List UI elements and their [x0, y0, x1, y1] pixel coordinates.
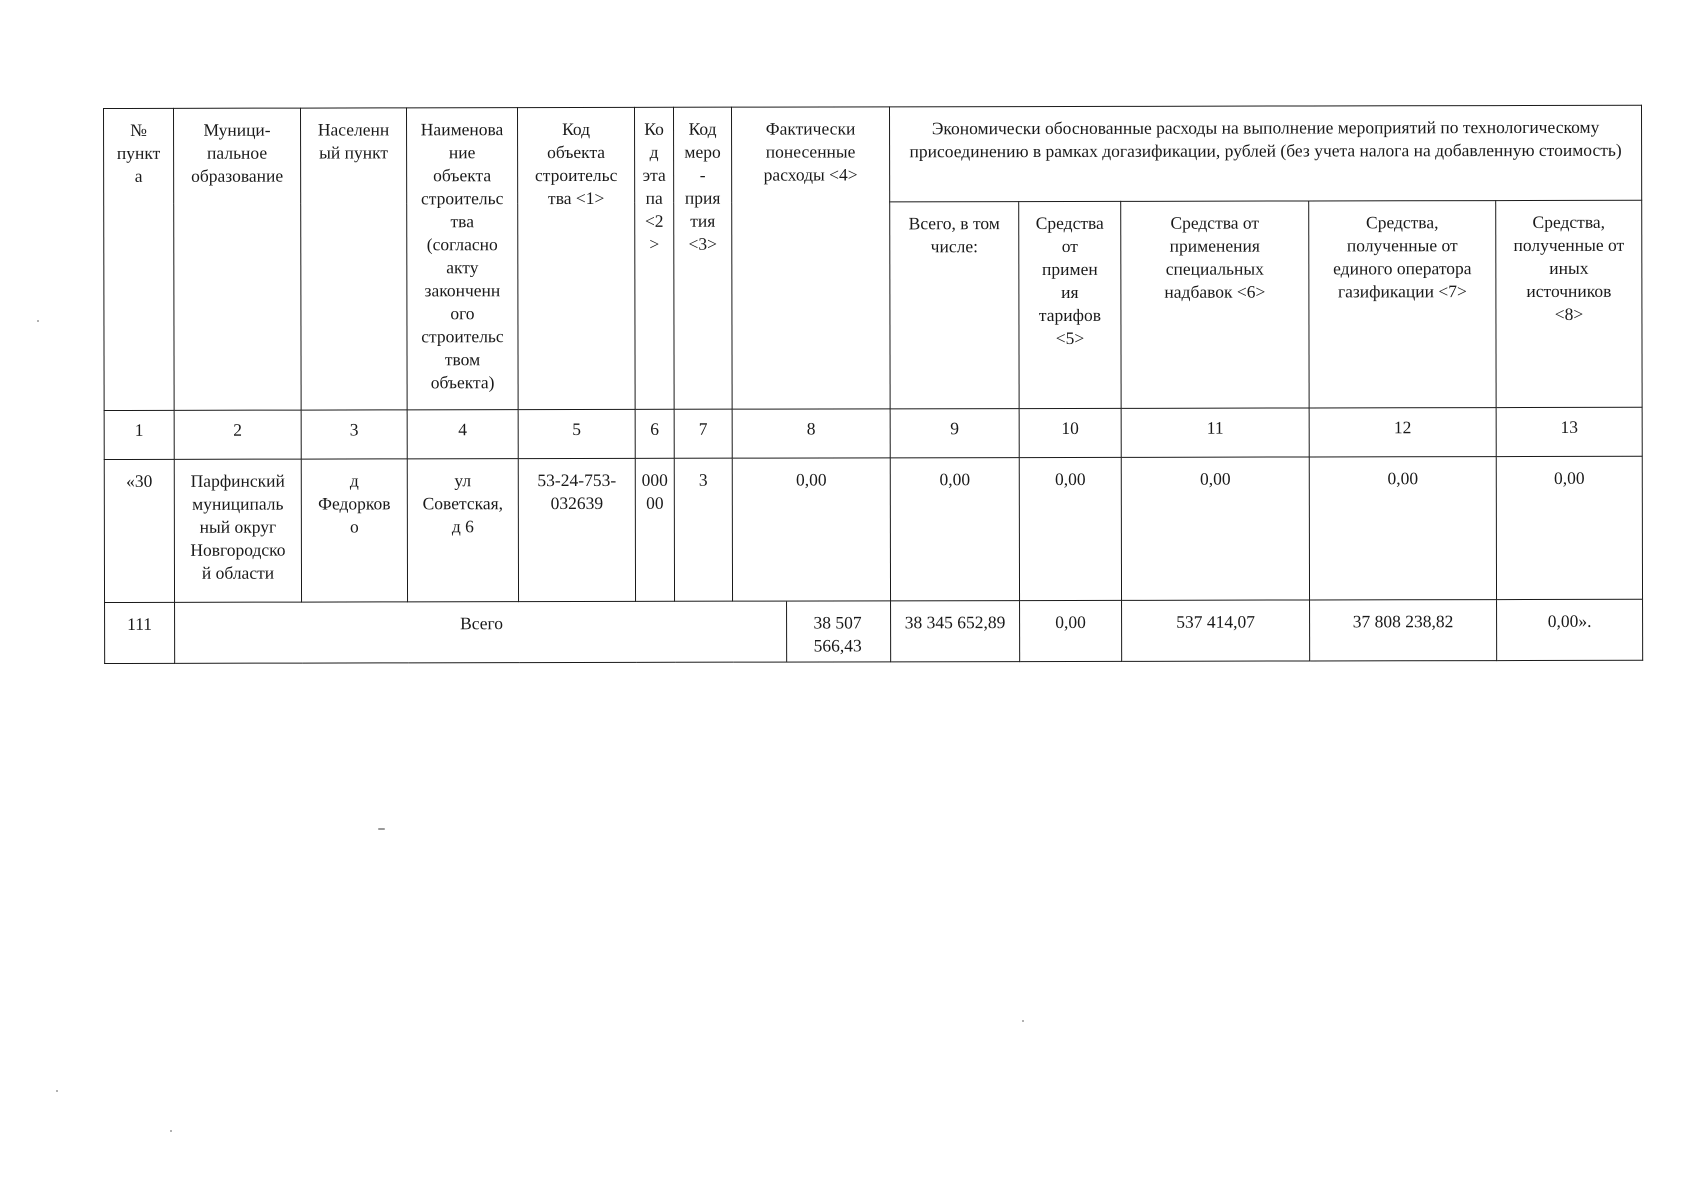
- total-single-operator-funds: 37 808 238,82: [1310, 600, 1497, 661]
- column-number: 4: [407, 410, 518, 459]
- total-row: [105, 599, 1643, 663]
- header-settlement: Населенн ый пункт: [301, 108, 408, 410]
- scan-speck: [170, 1130, 172, 1132]
- column-number: 2: [174, 410, 301, 459]
- cell-municipality: Парфинский муниципаль ный округ Новгородско й области: [174, 459, 301, 602]
- header-actual-costs: Фактически понесенные расходы <4>: [731, 107, 890, 409]
- total-actual-costs: 38 507 566,43: [786, 601, 888, 661]
- scan-speck: [37, 320, 39, 322]
- column-number: 1: [104, 410, 174, 459]
- column-number-row: [104, 407, 1642, 459]
- header-single-operator-funds: Средства, полученные от единого оператора газификации <7>: [1309, 201, 1496, 408]
- scan-speck: [378, 828, 385, 830]
- column-number: 5: [518, 409, 635, 458]
- cell-object-name: ул Советская, д 6: [407, 459, 518, 602]
- cell-activity-code: 3: [674, 458, 732, 601]
- column-number: 9: [890, 409, 1019, 458]
- header-activity-code: Код меро - прия тия <3>: [673, 107, 732, 409]
- header-municipality: Муници- пальное образование: [174, 108, 302, 410]
- cell-total-including: 0,00: [890, 458, 1019, 601]
- scan-speck: [1022, 1020, 1024, 1022]
- cost-table: [103, 105, 1643, 664]
- header-total-including: Всего, в том числе:: [890, 202, 1019, 409]
- scan-speck: [56, 1090, 58, 1092]
- column-number: 7: [674, 409, 732, 458]
- cell-object-code: 53-24-753- 032639: [518, 458, 635, 601]
- header-stage-code: Ко д эта па <2 >: [634, 107, 674, 409]
- cell-stage-code: 000 00: [635, 458, 674, 601]
- total-other-sources-funds: 0,00».: [1497, 599, 1643, 660]
- table-row: [104, 456, 1642, 602]
- total-tariff-funds: 0,00: [1020, 600, 1122, 661]
- column-number: 13: [1496, 407, 1642, 456]
- header-tariff-funds: Средства от примен ия тарифов <5>: [1019, 201, 1121, 408]
- cell-tariff-funds: 0,00: [1019, 457, 1121, 600]
- cell-item-number: «30: [104, 459, 174, 602]
- header-row-1: [104, 105, 1642, 203]
- header-other-sources-funds: Средства, полученные от иных источников <8>: [1496, 200, 1642, 407]
- header-economic-costs-group: Экономически обоснованные расходы на выполнение мероприятий по технологическому присоединению в рамках догазификации, рублей (без учета налога на добавленную стоимость): [889, 105, 1641, 202]
- cell-single-operator-funds: 0,00: [1309, 457, 1496, 600]
- cell-actual-costs: 0,00: [732, 458, 890, 601]
- total-total-including: 38 345 652,89: [891, 601, 1020, 662]
- column-number: 10: [1019, 408, 1121, 457]
- header-object-name: Наименова ние объекта строительс тва (согласно акту законченн ого строительс твом объекта): [407, 108, 519, 410]
- header-special-surcharge-funds: Средства от применения специальных надбавок <6>: [1121, 201, 1309, 408]
- total-label-text: Всего: [460, 613, 504, 634]
- column-number: 3: [301, 410, 407, 459]
- total-item-number: 111: [105, 602, 175, 663]
- column-number: 8: [732, 409, 890, 458]
- total-label: [175, 601, 891, 663]
- total-special-surcharge-funds: 537 414,07: [1122, 600, 1310, 661]
- header-item-number: № пункт а: [104, 108, 175, 410]
- column-number: 12: [1309, 408, 1496, 457]
- cell-other-sources-funds: 0,00: [1496, 456, 1642, 599]
- column-number: 11: [1121, 408, 1309, 457]
- header-object-code: Код объекта строительс тва <1>: [518, 107, 636, 409]
- cell-settlement: д Федорков о: [301, 459, 407, 602]
- column-number: 6: [635, 409, 674, 458]
- cell-special-surcharge-funds: 0,00: [1121, 457, 1309, 600]
